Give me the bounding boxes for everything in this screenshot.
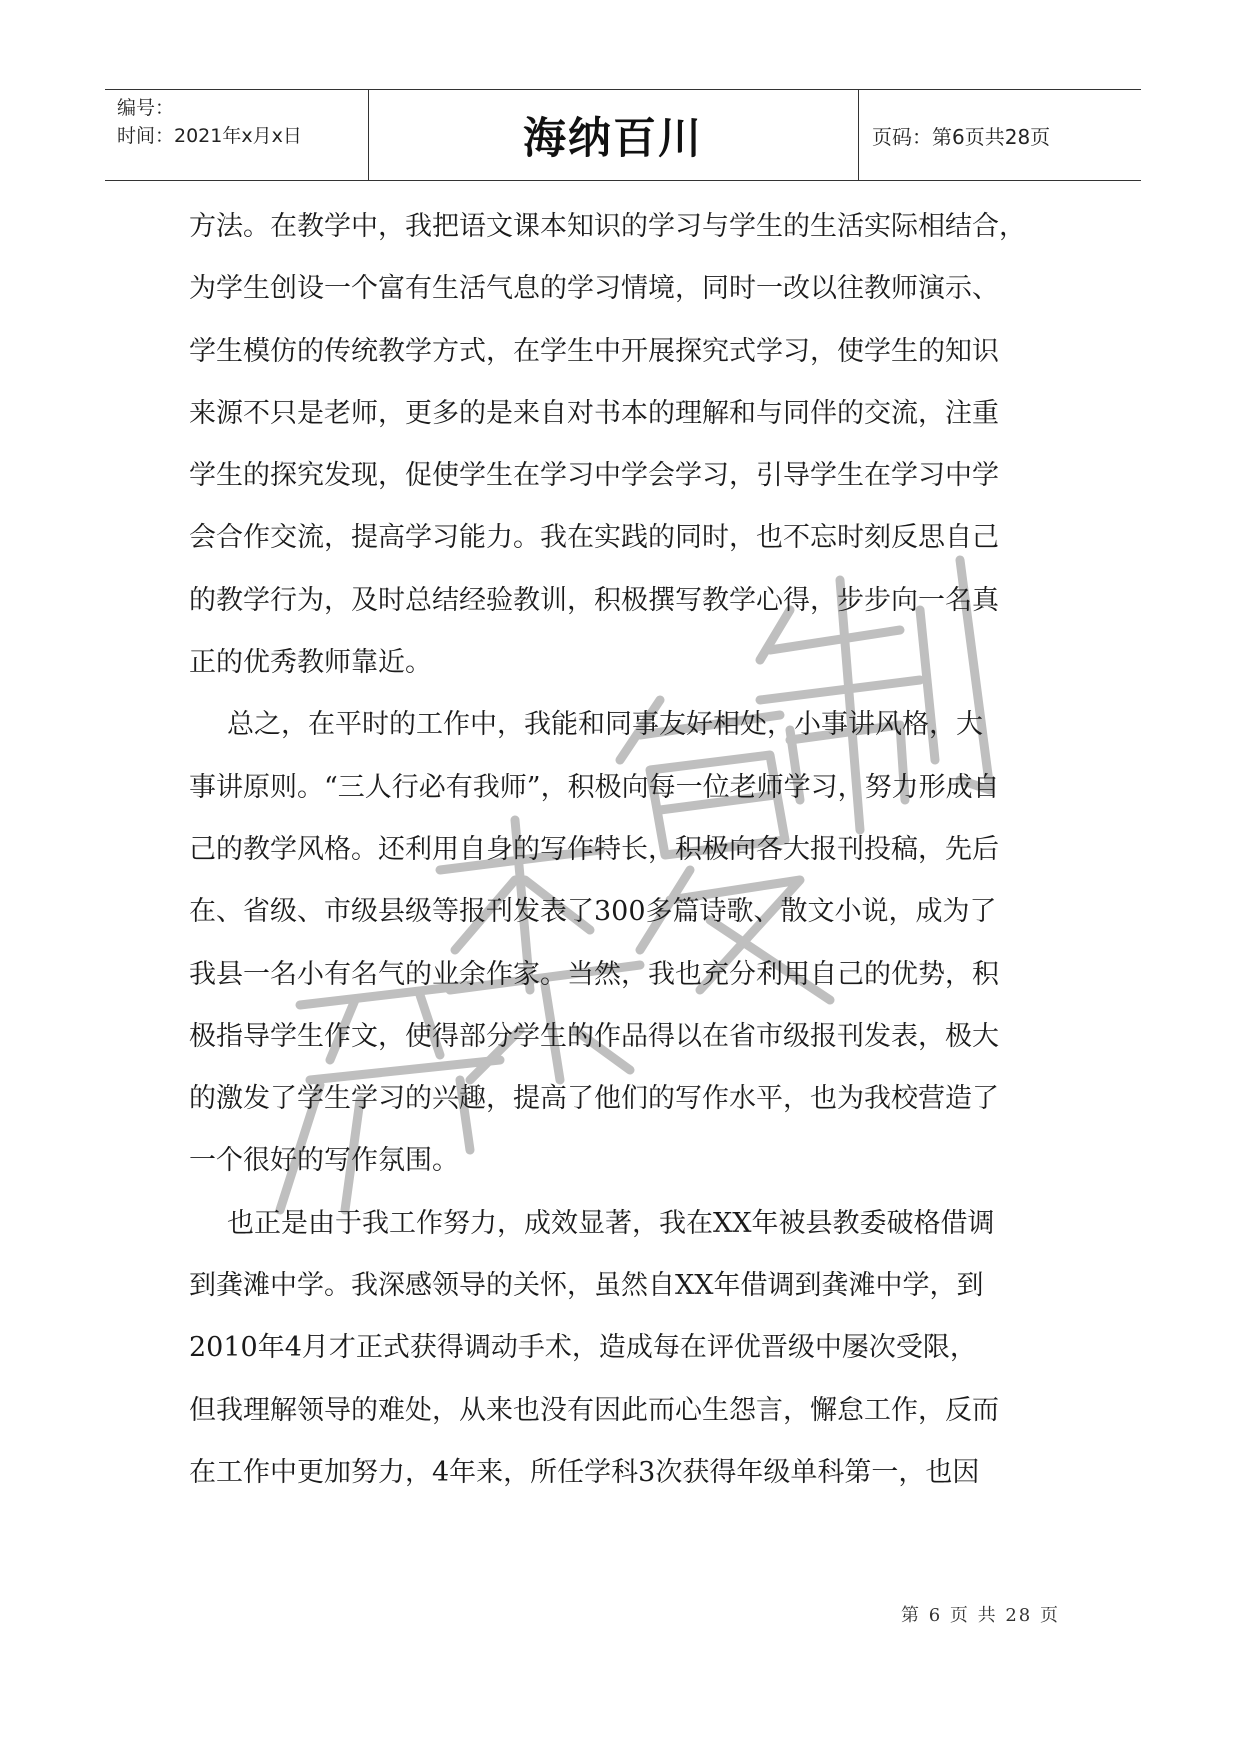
header-page-label: 页码：第6页共28页	[872, 124, 1051, 149]
body-line: 在、省级、市级县级等报刊发表了300多篇诗歌、散文小说，成为了	[189, 896, 997, 928]
header-title: 海纳百川	[523, 113, 703, 164]
page-footer: 第 6 页 共 28 页	[901, 1605, 1060, 1626]
body-line: 己的教学风格。还利用自身的写作特长，积极向各大报刊投稿，先后	[189, 833, 999, 865]
body-line: 为学生创设一个富有生活气息的学习情境，同时一改以往教师演示、	[189, 273, 999, 305]
body-line: 的教学行为，及时总结经验教训，积极撰写教学心得，步步向一名真	[189, 584, 999, 616]
body-line: 在工作中更加努力，4年来，所任学科3次获得年级单科第一，也因	[189, 1456, 980, 1488]
document-body	[189, 196, 1069, 1504]
body-line: 事讲原则。“三人行必有我师”，积极向每一位老师学习，努力形成自	[189, 771, 1000, 803]
document-header	[105, 89, 1141, 181]
body-line: 到龚滩中学。我深感领导的关怀，虽然自XX年借调到龚滩中学，到	[189, 1270, 984, 1302]
body-line-paragraph-start: 总之，在平时的工作中，我能和同事友好相处，小事讲风格，大	[227, 709, 983, 741]
body-line: 极指导学生作文，使得部分学生的作品得以在省市级报刊发表，极大	[189, 1020, 999, 1052]
body-line-paragraph-start: 也正是由于我工作努力，成效显著，我在XX年被县教委破格借调	[227, 1207, 995, 1239]
header-left-cell	[117, 94, 302, 150]
body-line: 我县一名小有名气的业余作家。当然，我也充分利用自己的优势，积	[189, 958, 999, 990]
body-line: 一个很好的写作氛围。	[189, 1145, 459, 1177]
document-number-label: 编号：	[117, 97, 175, 119]
header-divider-right	[858, 90, 859, 180]
body-line: 的激发了学生学习的兴趣，提高了他们的写作水平，也为我校营造了	[189, 1083, 999, 1115]
body-line: 会合作交流，提高学习能力。我在实践的同时，也不忘时刻反思自己	[189, 522, 999, 554]
body-line: 但我理解领导的难处，从来也没有因此而心生怨言，懈怠工作，反而	[189, 1394, 999, 1426]
body-line: 学生的探究发现，促使学生在学习中学会学习，引导学生在学习中学	[189, 460, 999, 492]
body-line: 学生模仿的传统教学方式，在学生中开展探究式学习，使学生的知识	[189, 335, 999, 367]
body-line: 来源不只是老师，更多的是来自对书本的理解和与同伴的交流，注重	[189, 397, 999, 429]
body-line: 2010年4月才正式获得调动手术，造成每在评优晋级中屡次受限，	[189, 1332, 977, 1364]
body-line: 方法。在教学中，我把语文课本知识的学习与学生的生活实际相结合，	[189, 211, 1026, 242]
document-time-label: 时间：2021年x月x日	[117, 125, 302, 147]
body-line: 正的优秀教师靠近。	[189, 647, 432, 679]
